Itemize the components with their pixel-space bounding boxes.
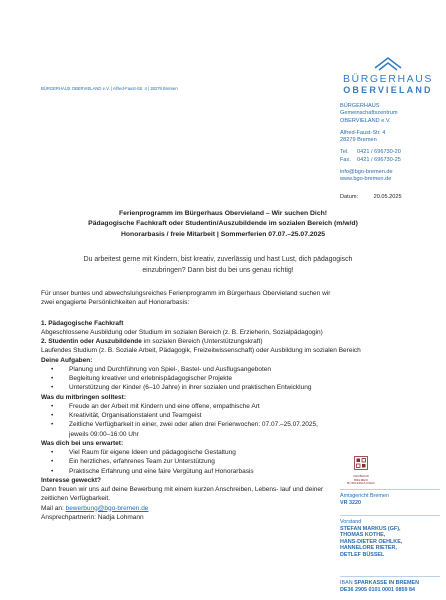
lead-line: Für unser buntes und abwechslungsreiches Ferienprogramm im Bürgerhaus Obervieland suchen wir: [41, 290, 331, 297]
court-label: Amtsgericht Bremen: [340, 493, 389, 499]
application-email-link[interactable]: bewerbung@bgo-bremen.de: [65, 504, 149, 512]
list-item: • Praktische Erfahrung und eine faire Vergütung auf Honorarbasis: [41, 467, 326, 476]
letter-body: [41, 289, 416, 522]
list-item: • Viel Raum für eigene Ideen und pädagogische Gestaltung: [41, 448, 326, 457]
mail-label: Mail an:: [41, 504, 66, 512]
association-seal: [346, 456, 376, 486]
list-item: • Zeitliche Verfügbarkeit in einer, zwei oder allen drei Ferienwochen: 07.07.–25.07.2025, jeweils 09:00–16:00 Uhr: [41, 420, 326, 439]
board-members: [340, 519, 444, 559]
phone-label: Tel.: [340, 149, 349, 156]
list-item: • Planung und Durchführung von Spiel-, Bastel- und Ausflugsangeboten: [41, 365, 326, 374]
email-link[interactable]: info@bgo-bremen.de: [340, 169, 393, 176]
logo-line-2: OBERVIELAND: [343, 85, 433, 95]
phone-row: [340, 149, 440, 156]
org-line: Gemeinschaftszentrum: [340, 110, 398, 117]
headline-line: Ferienprogramm im Bürgerhaus Obervieland – Wir suchen Dich!: [118, 210, 328, 217]
option-1-title: 1. Pädagogische Fachkraft: [41, 319, 124, 327]
option-2-rest: im sozialen Bereich (Unterstützungskraft): [141, 338, 263, 345]
fax-row: [340, 157, 440, 164]
benefits-list: [41, 448, 326, 476]
option-2-title: 2. Studentin oder Auszubildende: [41, 338, 142, 345]
interest-title: Interesse geweckt?: [41, 476, 101, 484]
divider: [340, 489, 440, 490]
divider: [340, 515, 440, 516]
bank-row: [340, 580, 444, 587]
bank-name: SPARKASSE IN BREMEN: [354, 580, 419, 586]
fax-number: 0421 / 696730-25: [357, 156, 401, 163]
seal-text: BREMER: [353, 477, 369, 482]
date-label: Datum:: [340, 194, 359, 200]
benefits-title: Was dich bei uns erwartet:: [41, 439, 124, 447]
address-line: Alfred-Faust-Str. 4: [340, 129, 386, 136]
website-link[interactable]: www.bgo-bremen.de: [340, 176, 392, 183]
headline-line: Honorarbasis / freie Mitarbeit | Sommerferien 07.07.–25.07.2025: [120, 230, 326, 238]
phone-number: 0421 / 696730-20: [357, 149, 401, 156]
list-item: • Freude an der Arbeit mit Kindern und eine offene, empathische Art: [41, 402, 326, 411]
house-logo-icon: [373, 56, 403, 72]
board-member: STEFAN MARKUS (GF),: [340, 525, 401, 532]
intro-line: Du arbeitest gerne mit Kindern, bist kreativ, zuverlässig und hast Lust, dich pädagogisch: [83, 256, 353, 263]
tasks-list: [41, 365, 326, 393]
seal-grid-icon: [354, 456, 368, 470]
list-item: • Unterstützung der Kinder (6–10 Jahre) in ihrer sozialen und praktischen Entwicklung: [41, 383, 326, 392]
lead-line: zwei engagierte Persönlichkeiten auf Honorarbasis:: [41, 299, 190, 307]
board-member: HANNELORE RIETER,: [340, 545, 397, 552]
organization-logo: [340, 56, 436, 95]
org-line: BÜRGERHAUS: [340, 103, 380, 109]
tasks-title: Deine Aufgaben:: [41, 356, 93, 364]
board-member: HANS-DIETER OEHLKE,: [340, 538, 403, 545]
board-member: THOMAS KOTHE,: [340, 532, 386, 539]
interest-text: Dann freuen wir uns auf deine Bewerbung mit einem kurzen Anschreiben, Lebens- lauf und deiner zeitlichen Verfügbarkeit.: [41, 486, 324, 503]
logo-line-1: BÜRGERHAUS: [342, 73, 434, 85]
org-line: OBERVIELAND e.V.: [340, 117, 391, 124]
seal-text: VERBAND: [353, 474, 369, 478]
intro-line: einzubringen? Dann bist du bei uns genau richtig!: [142, 266, 294, 274]
list-item: • Begleitung kreativer und erlebnispädagogischer Projekte: [41, 374, 326, 383]
intro-paragraph: [58, 255, 378, 276]
requirements-list: [41, 402, 326, 439]
option-2-text: Laufendes Studium (z. B. Soziale Arbeit, Pädagogik, Freizeitwissenschaft) oder Ausbildung im sozialen Bereich: [41, 347, 361, 355]
letter-date: [340, 194, 402, 200]
divider: [340, 576, 440, 577]
option-1-text: Abgeschlossene Ausbildung oder Studium im sozialen Bereich (z. B. Erzieherin, Sozialpädagogin): [41, 328, 323, 336]
list-item: • Kreativität, Organisationstalent und Teamgeist: [41, 411, 326, 420]
date-value: 20.05.2025: [373, 194, 402, 200]
fax-label: Fax.: [340, 156, 351, 163]
job-headline: [0, 209, 446, 240]
board-label: Vorstand: [340, 519, 362, 525]
sender-address-line: BÜRGERHAUS OBERVIELAND e.V. | Alfred-Faust-Str. 4 | 28279 Bremen: [41, 86, 178, 91]
bank-details: [340, 580, 444, 593]
board-member: DETLEF BÜSSEL: [340, 551, 385, 558]
list-item: • Ein herzliches, erfahrenes Team zur Unterstützung: [41, 457, 326, 466]
seal-text: BÜRGERHÄUSER: [347, 481, 375, 486]
option-2-heading: [41, 337, 416, 346]
address-line: 28279 Bremen: [340, 137, 377, 144]
contact-sidebar: [340, 103, 440, 184]
headline-line: Pädagogische Fachkraft oder Studentin/Auszubildende im sozialen Bereich (m/w/d): [88, 220, 358, 228]
iban-number: DE36 2905 0101 0001 0859 84: [340, 586, 415, 593]
court-register: [340, 493, 444, 506]
iban-label: IBAN: [340, 580, 353, 586]
court-number: VR 3220: [340, 499, 361, 506]
contact-person: Ansprechpartnerin: Nadja Lohmann: [41, 513, 144, 521]
requirements-title: Was du mitbringen solltest:: [41, 393, 126, 401]
